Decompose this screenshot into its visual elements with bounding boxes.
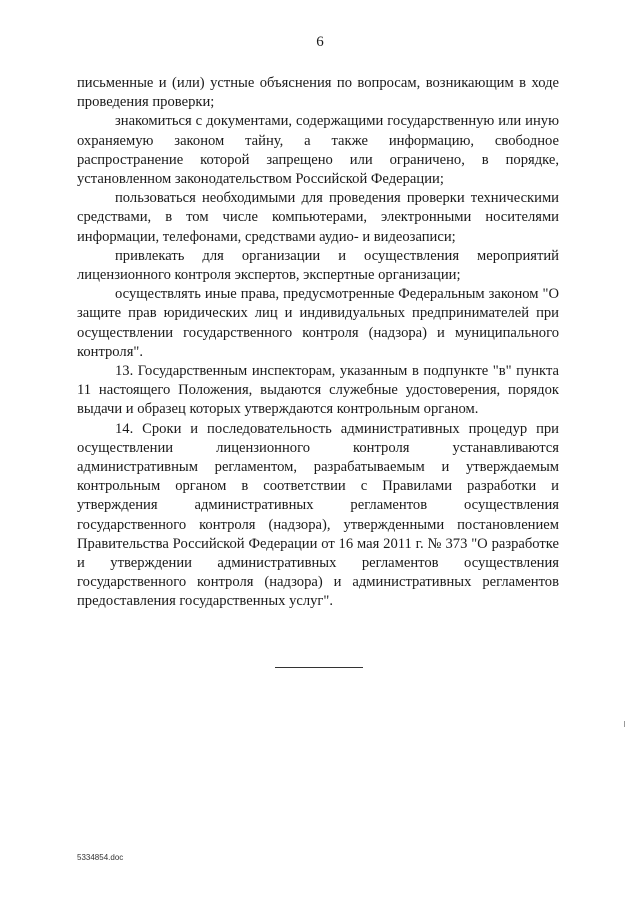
- footer-file-code: 5334854.doc: [77, 853, 124, 862]
- paragraph-14-procedures: 14. Сроки и последовательность административных процедур при осуществлении лицензионного контроля устанавливаются административным регламентом, разрабатываемым и утверждаемым контрольным органом в соответствии с Правилами разработки и утверждения административных регламентов осуществления государственного контроля (надзора), утвержденными постановлением Правительства Российской Федерации от 16 мая 2011 г. № 373 "О разработке и утверждении административных регламентов осуществления государственного контроля (надзора) и административных регламентов предоставления государственных услуг".: [77, 420, 559, 610]
- document-body: [77, 74, 559, 612]
- end-separator-line: [275, 667, 363, 668]
- edge-mark: [624, 721, 625, 727]
- paragraph-explanations: письменные и (или) устные объяснения по вопросам, возникающим в ходе проведения проверки;: [77, 75, 559, 111]
- paragraph-technical-means: пользоваться необходимыми для проведения проверки техническими средствами, в том числе компьютерами, электронными носителями информации, телефонами, средствами аудио- и видеозаписи;: [77, 190, 559, 245]
- paragraph-experts: привлекать для организации и осуществления мероприятий лицензионного контроля экспертов, экспертные организации;: [77, 247, 559, 284]
- paragraph-13-certificates: 13. Государственным инспекторам, указанным в подпункте "в" пункта 11 настоящего Положения, выдаются служебные удостоверения, порядок выдачи и образец которых утверждаются контрольным органом.: [77, 363, 559, 418]
- paragraph-secret-documents: знакомиться с документами, содержащими государственную или иную охраняемую законом тайну, а также информацию, свободное распространение которой запрещено или ограничено, в порядке, установленном законодательством Российской Федерации;: [77, 113, 559, 188]
- page-number: 6: [316, 34, 324, 50]
- paragraph-other-rights: осуществлять иные права, предусмотренные Федеральным законом "О защите прав юридических лиц и индивидуальных предпринимателей при осуществлении государственного контроля (надзора) и муниципального контроля".: [77, 286, 559, 360]
